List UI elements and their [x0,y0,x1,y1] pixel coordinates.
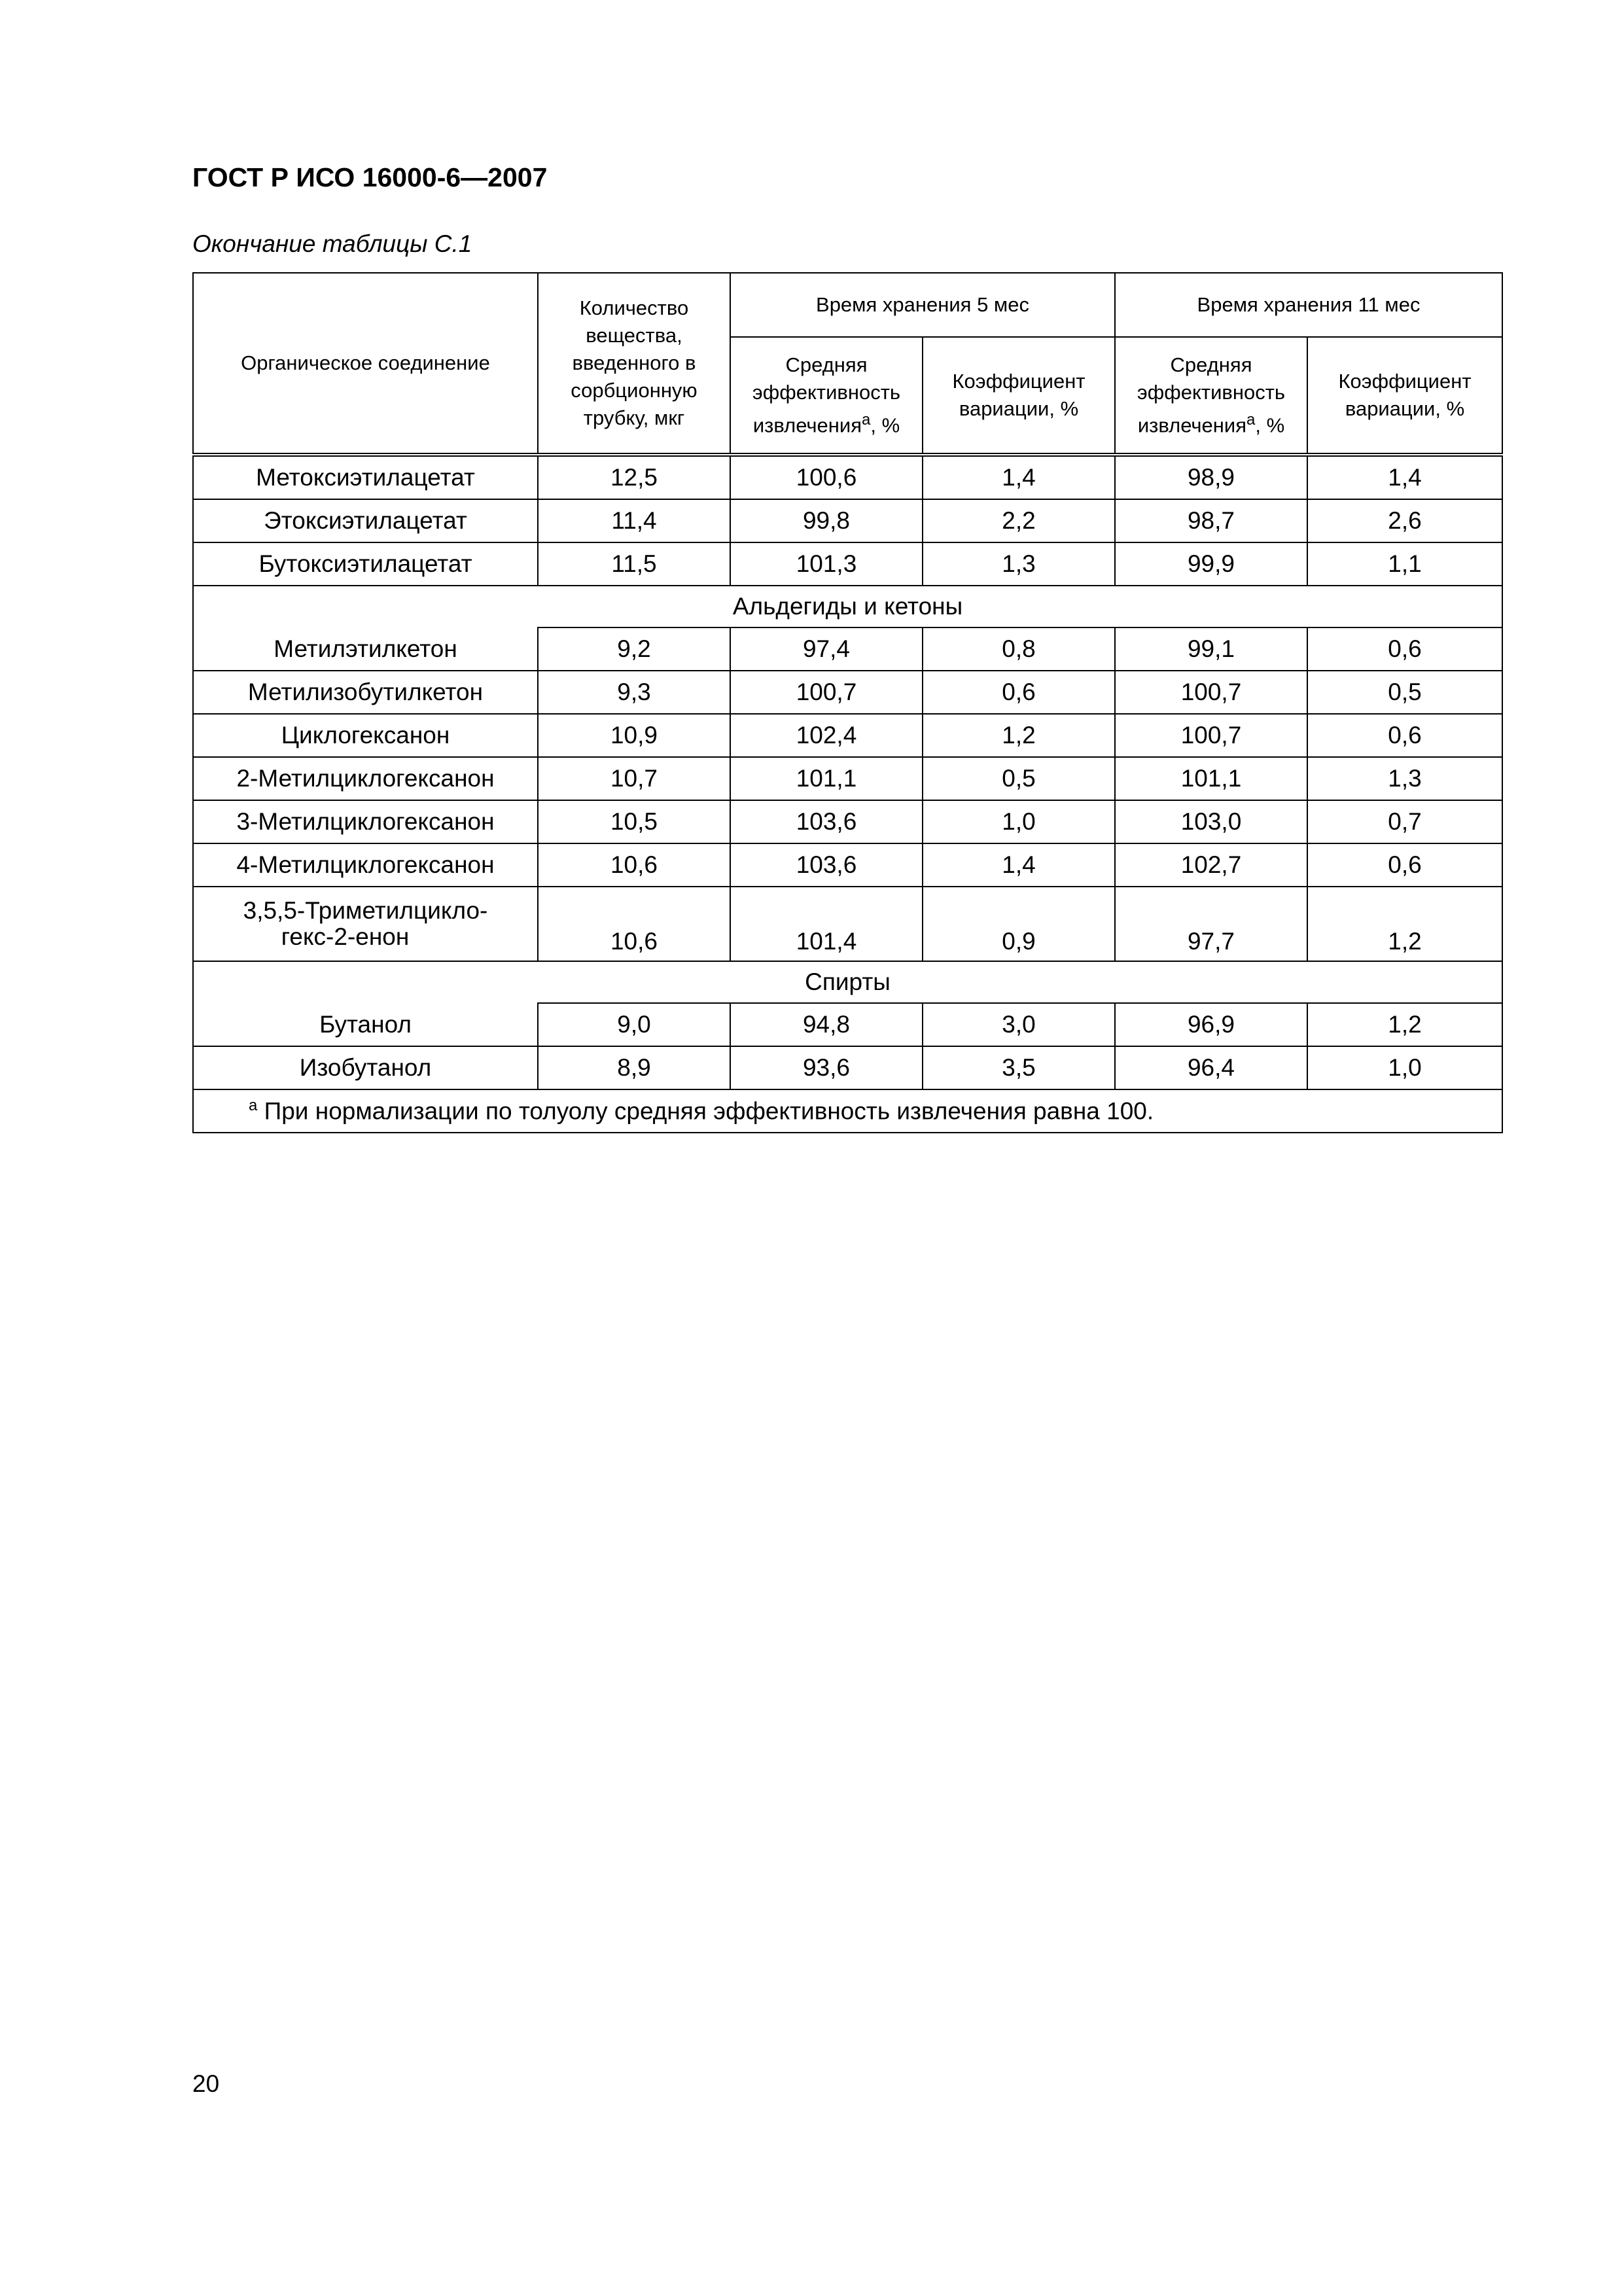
header-efficiency-5: Средняя эффективность извлечения$^a$, % [730,337,923,455]
cell-eff5: 100,7 [730,671,923,714]
cell-var11: 1,1 [1307,542,1502,586]
cell-amount: 11,5 [538,542,730,586]
cell-var11: 0,6 [1307,843,1502,887]
cell-amount: 9,0 [538,1003,730,1046]
cell-amount: 11,4 [538,499,730,542]
table-row [193,671,1502,714]
cell-var11: 1,0 [1307,1046,1502,1089]
cell-var11: 0,7 [1307,800,1502,843]
header-storage-5: Время хранения 5 мес [730,273,1115,337]
table-row [193,627,1502,671]
page-number: 20 [192,2070,220,2097]
cell-var11: 1,2 [1307,1003,1502,1046]
cell-eff11: 96,4 [1115,1046,1307,1089]
cell-compound: 2-Метилциклогексанон [193,757,538,800]
table-row [193,499,1502,542]
table-row [193,843,1502,887]
cell-eff11: 99,9 [1115,542,1307,586]
group-label: Спирты [193,961,1502,1003]
cell-eff11: 99,1 [1115,627,1307,671]
cell-var11: 1,2 [1307,887,1502,961]
table-row [193,714,1502,757]
cell-compound: Метилэтилкетон [193,627,538,671]
group-row-aldehydes [193,586,1502,627]
document-title: ГОСТ Р ИСО 16000-6—2007 [192,162,548,192]
footnote-text: При нормализации по толуолу средняя эффективность извлечения равна 100. [257,1097,1154,1125]
cell-amount: 10,6 [538,887,730,961]
cell-eff11: 100,7 [1115,714,1307,757]
cell-eff11: 103,0 [1115,800,1307,843]
cell-compound: Изобутанол [193,1046,538,1089]
group-label: Альдегиды и кетоны [193,586,1502,627]
cell-var5: 3,0 [923,1003,1115,1046]
cell-amount: 12,5 [538,455,730,499]
cell-eff11: 101,1 [1115,757,1307,800]
cell-amount: 9,2 [538,627,730,671]
cell-eff11: 98,9 [1115,455,1307,499]
cell-eff11: 98,7 [1115,499,1307,542]
cell-eff5: 93,6 [730,1046,923,1089]
cell-var5: 0,6 [923,671,1115,714]
cell-amount: 9,3 [538,671,730,714]
cell-eff5: 101,4 [730,887,923,961]
cell-var5: 1,4 [923,455,1115,499]
table-row [193,800,1502,843]
cell-compound: Бутоксиэтилацетат [193,542,538,586]
cell-var11: 1,4 [1307,455,1502,499]
cell-amount: 10,9 [538,714,730,757]
header-variation-5: Коэффициент вариации, % [923,337,1115,455]
data-table [192,272,1503,1133]
header-variation-11: Коэффициент вариации, % [1307,337,1502,455]
cell-compound: Бутанол [193,1003,538,1046]
cell-amount: 8,9 [538,1046,730,1089]
table-row [193,542,1502,586]
cell-eff5: 102,4 [730,714,923,757]
cell-compound: 3,5,5-Триметилцикло- гекс-2-енон [193,887,538,961]
cell-var5: 1,2 [923,714,1115,757]
cell-eff11: 97,7 [1115,887,1307,961]
cell-var11: 0,6 [1307,627,1502,671]
cell-eff5: 97,4 [730,627,923,671]
header-storage-11: Время хранения 11 мес [1115,273,1502,337]
cell-eff5: 99,8 [730,499,923,542]
cell-compound: 4-Метилциклогексанон [193,843,538,887]
table-row [193,455,1502,499]
cell-eff5: 101,1 [730,757,923,800]
cell-amount: 10,7 [538,757,730,800]
cell-var5: 0,9 [923,887,1115,961]
footnote-row [193,1089,1502,1133]
table-row [193,887,1502,961]
cell-amount: 10,6 [538,843,730,887]
cell-compound: Метоксиэтилацетат [193,455,538,499]
cell-var5: 0,5 [923,757,1115,800]
cell-eff11: 102,7 [1115,843,1307,887]
table-row [193,1046,1502,1089]
cell-amount: 10,5 [538,800,730,843]
header-compound: Органическое соединение [193,273,538,455]
table-caption: Окончание таблицы С.1 [192,230,472,257]
cell-compound: Метилизобутилкетон [193,671,538,714]
cell-compound: 3-Метилциклогексанон [193,800,538,843]
cell-var5: 1,4 [923,843,1115,887]
table-row [193,757,1502,800]
cell-var11: 2,6 [1307,499,1502,542]
cell-eff5: 94,8 [730,1003,923,1046]
cell-var11: 0,5 [1307,671,1502,714]
cell-var11: 1,3 [1307,757,1502,800]
header-amount: Количество вещества, введенного в сорбционную трубку, мкг [538,273,730,455]
header-efficiency-11: Средняя эффективность извлечения$^a$, % [1115,337,1307,455]
cell-var5: 1,0 [923,800,1115,843]
cell-var5: 3,5 [923,1046,1115,1089]
table-row [193,1003,1502,1046]
cell-compound: Этоксиэтилацетат [193,499,538,542]
footnote [193,1089,1502,1133]
header-row-top [193,273,1502,337]
cell-eff5: 100,6 [730,455,923,499]
footnote-mark: a [249,1097,258,1115]
cell-eff5: 103,6 [730,800,923,843]
cell-var5: 0,8 [923,627,1115,671]
cell-var5: 1,3 [923,542,1115,586]
cell-eff11: 96,9 [1115,1003,1307,1046]
cell-var5: 2,2 [923,499,1115,542]
cell-eff11: 100,7 [1115,671,1307,714]
group-row-alcohols [193,961,1502,1003]
cell-var11: 0,6 [1307,714,1502,757]
cell-eff5: 101,3 [730,542,923,586]
cell-eff5: 103,6 [730,843,923,887]
cell-compound: Циклогексанон [193,714,538,757]
